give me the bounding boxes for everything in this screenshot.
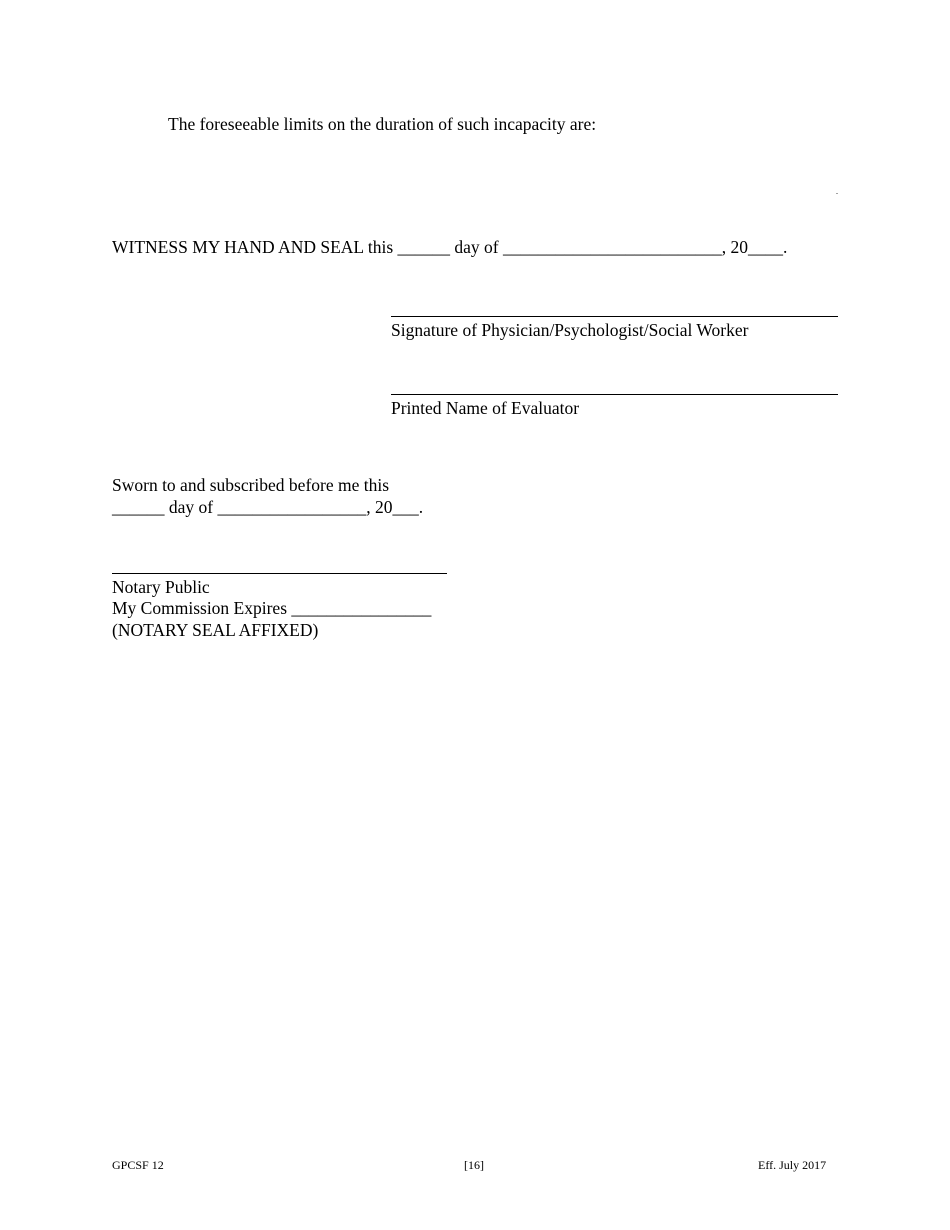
- signature-label: Signature of Physician/Psychologist/Social Worker: [391, 320, 749, 340]
- incapacity-duration-prompt: The foreseeable limits on the duration of such incapacity are:: [168, 114, 597, 134]
- sworn-statement-line-1: Sworn to and subscribed before me this: [112, 475, 390, 495]
- printed-name-label: Printed Name of Evaluator: [391, 398, 580, 418]
- commission-expires-line: My Commission Expires ________________: [112, 598, 432, 618]
- footer-form-id: GPCSF 12: [112, 1158, 164, 1172]
- sworn-statement-line-2: ______ day of _________________, 20___.: [112, 497, 424, 517]
- footer-page-number: [16]: [464, 1158, 484, 1172]
- notary-public-label: Notary Public: [112, 577, 210, 597]
- footer-effective-date: Eff. July 2017: [758, 1158, 827, 1172]
- witness-hand-and-seal-line: WITNESS MY HAND AND SEAL this ______ day of _________________________, 20____.: [112, 237, 788, 257]
- signature-line: [391, 316, 838, 317]
- notary-seal-note: (NOTARY SEAL AFFIXED): [112, 620, 319, 640]
- notary-signature-line: [112, 573, 447, 574]
- printed-name-line: [391, 394, 838, 395]
- stray-mark: .: [836, 187, 838, 196]
